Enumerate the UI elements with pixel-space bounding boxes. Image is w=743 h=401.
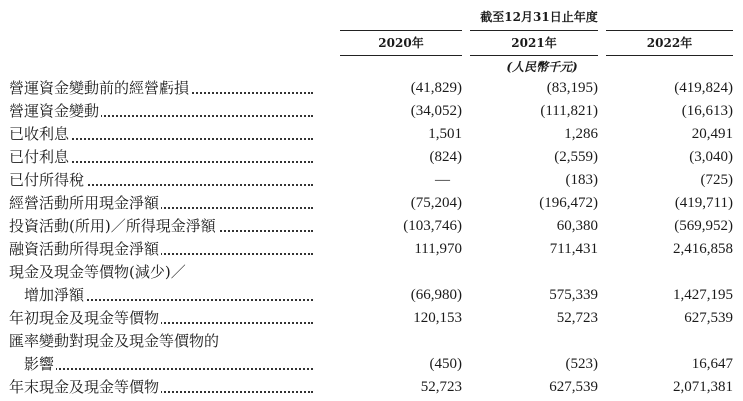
table-row bbox=[0, 169, 743, 191]
table-row bbox=[0, 307, 743, 329]
value-2020: (41,829) bbox=[410, 80, 462, 96]
row-label bbox=[9, 330, 313, 352]
row-label-text: 已付利息 bbox=[9, 148, 70, 166]
year-header-2020: 2020年 bbox=[378, 36, 424, 50]
table-row bbox=[0, 376, 743, 398]
value-2021: (523) bbox=[565, 356, 598, 372]
value-2021: (111,821) bbox=[540, 103, 598, 119]
table-row bbox=[0, 284, 743, 306]
year-header-2022: 2022年 bbox=[646, 36, 693, 50]
row-label-text: 已收利息 bbox=[9, 125, 70, 143]
value-2021: 1,286 bbox=[564, 126, 598, 142]
table-row bbox=[0, 123, 743, 145]
row-label bbox=[9, 77, 313, 99]
value-2021: 711,431 bbox=[549, 241, 598, 257]
value-2021: 60,380 bbox=[556, 218, 598, 234]
year-rule-bottom-2022 bbox=[606, 55, 733, 56]
row-label bbox=[9, 215, 313, 237]
row-label bbox=[9, 307, 313, 329]
row-label-text: 增加淨額 bbox=[24, 286, 85, 304]
row-label bbox=[24, 353, 313, 375]
row-label bbox=[9, 100, 313, 122]
row-label bbox=[9, 192, 313, 214]
value-2022: 2,416,858 bbox=[673, 241, 733, 257]
table-row bbox=[0, 330, 743, 352]
table-row bbox=[0, 353, 743, 375]
value-2020: (450) bbox=[429, 356, 462, 372]
row-label bbox=[9, 123, 313, 145]
table-row bbox=[0, 146, 743, 168]
value-2022: (16,613) bbox=[681, 103, 733, 119]
value-2020: 52,723 bbox=[420, 379, 462, 395]
year-header-2021: 2021年 bbox=[511, 36, 557, 50]
value-2020: (103,746) bbox=[403, 218, 462, 234]
year-rule-bottom-2020 bbox=[340, 55, 462, 56]
year-rule-top-2021 bbox=[470, 30, 598, 31]
value-2022: 2,071,381 bbox=[673, 379, 733, 395]
table-row bbox=[0, 238, 743, 260]
year-rule-top-2020 bbox=[340, 30, 462, 31]
row-label-text: 已付所得稅 bbox=[9, 171, 85, 189]
value-2020: (66,980) bbox=[410, 287, 462, 303]
leader-dots bbox=[24, 368, 313, 370]
row-label bbox=[9, 169, 313, 191]
value-2022: 20,491 bbox=[691, 126, 733, 142]
value-2021: (196,472) bbox=[539, 195, 598, 211]
row-label-text: 融資活動所得現金淨額 bbox=[9, 240, 160, 258]
row-label-text: 營運資金變動前的經營虧損 bbox=[9, 79, 190, 97]
table-row bbox=[0, 77, 743, 99]
value-2021: 627,539 bbox=[549, 379, 598, 395]
row-label-text: 營運資金變動 bbox=[9, 102, 100, 120]
row-label bbox=[9, 261, 313, 283]
currency-unit: (人民幣千元) bbox=[506, 60, 578, 74]
value-2022: 627,539 bbox=[684, 310, 733, 326]
row-label-text: 經營活動所用現金淨額 bbox=[9, 194, 160, 212]
row-label-text: 年初現金及現金等價物 bbox=[9, 309, 160, 327]
value-2022: 16,647 bbox=[691, 356, 733, 372]
value-2021: (83,195) bbox=[546, 80, 598, 96]
value-2020: 1,501 bbox=[428, 126, 462, 142]
value-2020: (34,052) bbox=[410, 103, 462, 119]
row-label-text: 投資活動(所用)／所得現金淨額 bbox=[9, 217, 216, 235]
value-2022: 1,427,195 bbox=[673, 287, 733, 303]
row-label bbox=[9, 376, 313, 398]
year-rule-bottom-2021 bbox=[470, 55, 598, 56]
value-2022: (419,824) bbox=[674, 80, 733, 96]
value-2021: 52,723 bbox=[556, 310, 598, 326]
value-2020: 120,153 bbox=[413, 310, 462, 326]
value-2020: (824) bbox=[429, 149, 462, 165]
value-2020: (75,204) bbox=[410, 195, 462, 211]
value-2020: — bbox=[435, 172, 450, 188]
value-2020: 111,970 bbox=[414, 241, 462, 257]
value-2022: (419,711) bbox=[674, 195, 733, 211]
year-rule-top-2022 bbox=[606, 30, 733, 31]
value-2022: (569,952) bbox=[674, 218, 733, 234]
table-row bbox=[0, 100, 743, 122]
value-2021: (183) bbox=[565, 172, 598, 188]
period-header: 截至12月31日止年度 bbox=[480, 10, 598, 24]
row-label-text: 影響 bbox=[24, 355, 55, 373]
value-2022: (3,040) bbox=[689, 149, 733, 165]
row-label-text: 匯率變動對現金及現金等價物的 bbox=[9, 332, 220, 350]
value-2022: (725) bbox=[700, 172, 733, 188]
row-label-text: 年末現金及現金等價物 bbox=[9, 378, 160, 396]
table-row bbox=[0, 261, 743, 283]
value-2021: (2,559) bbox=[554, 149, 598, 165]
value-2021: 575,339 bbox=[549, 287, 598, 303]
row-label-text: 現金及現金等價物(減少)／ bbox=[9, 263, 186, 281]
table-row bbox=[0, 192, 743, 214]
row-label bbox=[24, 284, 313, 306]
table-row bbox=[0, 215, 743, 237]
row-label bbox=[9, 146, 313, 168]
row-label bbox=[9, 238, 313, 260]
